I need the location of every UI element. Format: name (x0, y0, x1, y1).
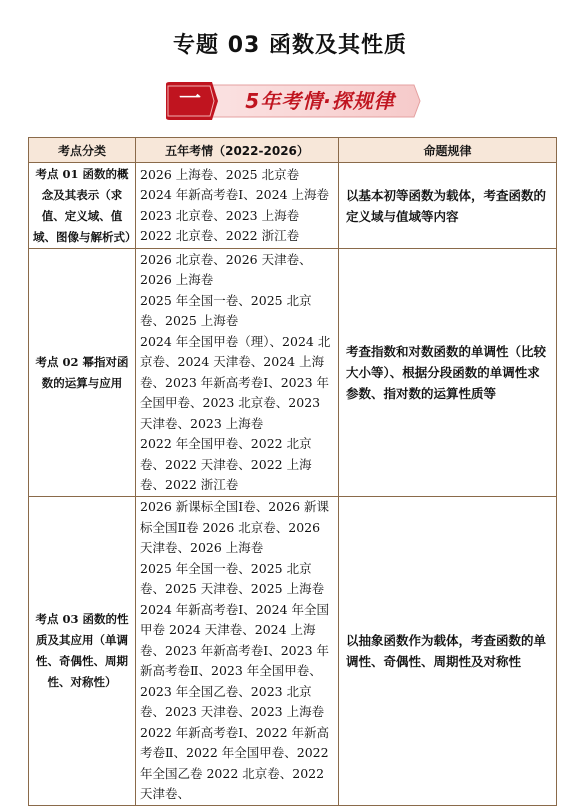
row-years (136, 163, 339, 249)
header-rule: 命题规律 (339, 138, 557, 163)
years-line: 2024 年全国甲卷（理）、2024 北京卷、2024 天津卷、2024 上海卷、2023 年新高考卷Ⅰ、2023 年全国甲卷、2023 北京卷、2023 天津卷、2023 上海卷 (140, 333, 331, 431)
row-rule: 考查指数和对数函数的单调性（比较大小等）、根据分段函数的单调性求参数、指对数的运算性质等 (339, 249, 557, 497)
years-line: 2026 北京卷、2026 天津卷、2026 上海卷 (140, 251, 312, 287)
row-category: 考点 03 函数的性质及其应用（单调性、奇偶性、周期性、对称性） (29, 497, 136, 806)
years-line: 2026 新课标全国Ⅰ卷、2026 新课标全国Ⅱ卷 2026 北京卷、2026 天津卷、2026 上海卷 (140, 499, 330, 555)
banner-number: 一 (178, 87, 201, 112)
table-row (29, 163, 557, 249)
years-line: 2024 年新高考卷Ⅰ、2024 年全国甲卷 2024 天津卷、2024 上海卷、2023 年新高考卷Ⅰ、2023 年新高考卷Ⅱ、2023 年全国甲卷、2023 年全国乙卷、2023 北京卷、2023 天津卷、2023 上海卷 (140, 601, 330, 719)
page-title: 专题 03 函数及其性质 (173, 33, 407, 58)
header-years: 五年考情（2022-2026） (136, 138, 339, 163)
table-row (29, 497, 557, 806)
table-row (29, 249, 557, 497)
row-rule: 以抽象函数作为载体，考查函数的单调性、奇偶性、周期性及对称性 (339, 497, 557, 806)
row-category: 考点 02 幂指对函数的运算与应用 (29, 249, 136, 497)
row-years (136, 497, 339, 806)
row-years (136, 249, 339, 497)
years-line: 2025 年全国一卷、2025 北京卷、2025 天津卷、2025 上海卷 (140, 560, 325, 596)
section-banner (162, 80, 424, 122)
table-header-row (29, 138, 557, 163)
row-category: 考点 01 函数的概念及其表示（求值、定义域、值域、图像与解析式） (29, 163, 136, 249)
years-line: 2022 年全国甲卷、2022 北京卷、2022 天津卷、2022 上海卷、2022 浙江卷 (140, 436, 312, 492)
years-line: 2026 上海卷、2025 北京卷 (140, 166, 300, 182)
row-rule: 以基本初等函数为载体，考查函数的定义域与值域等内容 (339, 163, 557, 249)
years-line: 2025 年全国一卷、2025 北京卷、2025 上海卷 (140, 292, 312, 328)
years-line: 2022 年新高考卷Ⅰ、2022 年新高考卷Ⅱ、2022 年全国甲卷、2022 年全国乙卷 2022 北京卷、2022 天津卷、 (140, 724, 330, 801)
exam-analysis-table (28, 137, 557, 806)
banner-title: 5年考情·探规律 (245, 89, 395, 113)
years-line: 2024 年新高考卷Ⅰ、2024 上海卷 (140, 187, 330, 202)
years-line: 2023 北京卷、2023 上海卷 (140, 207, 300, 223)
years-line: 2022 北京卷、2022 浙江卷 (140, 228, 300, 243)
header-category: 考点分类 (29, 138, 136, 163)
